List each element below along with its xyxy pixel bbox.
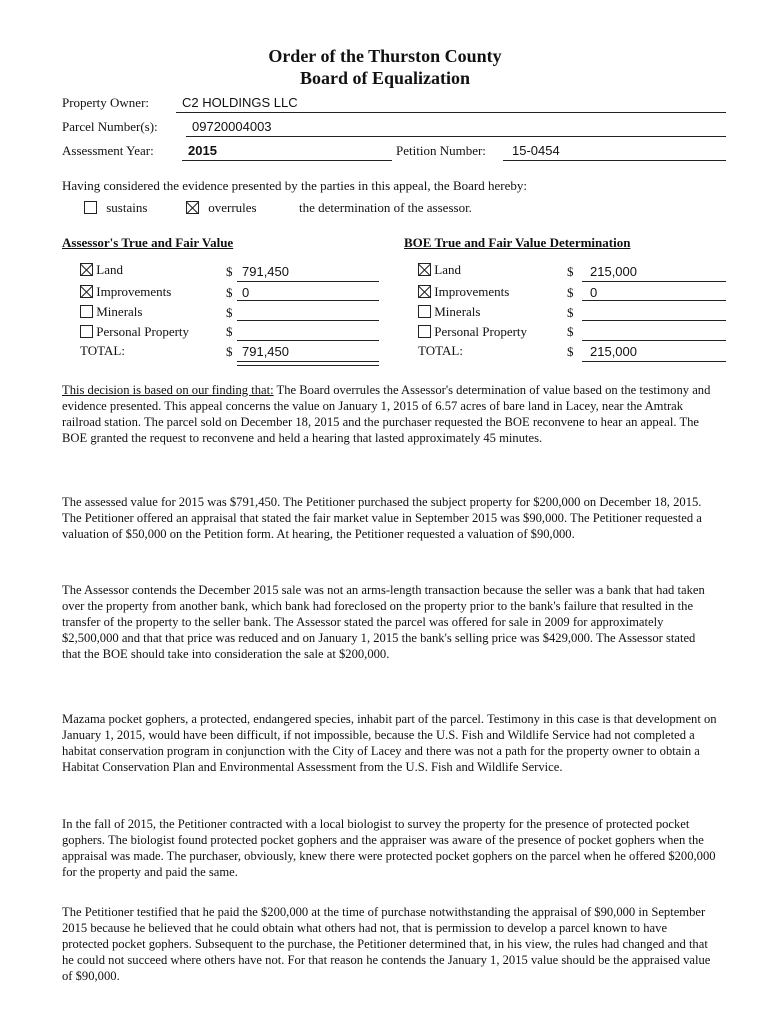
assessor-minerals-underline: [237, 320, 379, 321]
petition-underline: [503, 160, 726, 161]
assessor-land-checkbox[interactable]: [80, 263, 93, 276]
boe-total-value: 215,000: [590, 344, 637, 359]
boe-improvements-value: 0: [590, 285, 598, 300]
assessor-improvements-checkbox[interactable]: [80, 285, 93, 298]
boe-personal-underline: [582, 340, 726, 341]
title-line-2: Board of Equalization: [299, 68, 471, 88]
year-label: Assessment Year:: [62, 143, 154, 158]
assessor-total-double-underline: [237, 365, 379, 366]
petition-label: Petition Number:: [396, 143, 486, 158]
sustains-label: sustains: [106, 200, 148, 215]
finding-paragraph-1: [62, 382, 717, 446]
finding-paragraph-1-text: The Board overrules the Assessor's determination of value based on the testimony and evidence presented. This appeal concerns the value on January 1, 2015 of 6.57 acres of bare land in Lacey, near the Amtrak railroad station. The parcel sold on December 18, 2015 and the purchaser requested the BOE reconvene to hear an appeal. The BOE granted the request to reconvene and held a hearing that lasted approximately 45 minutes.: [62, 383, 711, 445]
intro-text: Having considered the evidence presented by the parties in this appeal, the Board hereby:: [62, 178, 527, 193]
owner-value: C2 HOLDINGS LLC: [182, 95, 298, 110]
assessor-personal-checkbox[interactable]: [80, 325, 93, 338]
finding-paragraph-2: The assessed value for 2015 was $791,450. The Petitioner purchased the subject property for $200,000 on December 18, 2015. The Petitioner offered an appraisal that stated the fair market value in September 2015 was $90,000. The Petitioner requested a valuation of $50,000 on the Petition form. At hearing, the Petitioner requested a valuation of $90,000.: [62, 495, 702, 541]
assessor-header: Assessor's True and Fair Value: [62, 235, 234, 250]
parcel-label: Parcel Number(s):: [62, 119, 158, 134]
assessor-total-currency: $: [226, 344, 233, 359]
year-underline: [182, 160, 392, 161]
finding-paragraph-6: The Petitioner testified that he paid the $200,000 at the time of purchase notwithstanding the appraisal of $90,000 in September 2015 because he believed that he could obtain what others had not, that is permission to develop a parcel known to have protected pocket gophers. Subsequent to the purchase, the Petitioner determined that, in his view, the rules had changed and that he could not succeed where others have not. For that reason he contends the January 1, 2015 value should be the appraised value of $90,000.: [62, 905, 711, 983]
boe-total-currency: $: [567, 344, 574, 359]
sustains-checkbox[interactable]: [84, 201, 97, 214]
boe-land-currency: $: [567, 264, 574, 279]
boe-minerals-underline: [582, 320, 726, 321]
owner-label: Property Owner:: [62, 95, 150, 110]
boe-minerals-row: Minerals: [418, 304, 480, 320]
assessor-total-value: 791,450: [242, 344, 289, 359]
boe-minerals-checkbox[interactable]: [418, 305, 431, 318]
assessor-improvements-value: 0: [242, 285, 250, 300]
boe-total-underline: [582, 361, 726, 362]
assessor-land-underline: [237, 281, 379, 282]
overrules-label: overrules: [208, 200, 257, 215]
parcel-underline: [186, 136, 726, 137]
boe-header: BOE True and Fair Value Determination: [404, 235, 631, 250]
boe-minerals-currency: $: [567, 305, 574, 320]
assessor-land-currency: $: [226, 264, 233, 279]
assessor-minerals-currency: $: [226, 305, 233, 320]
assessor-land-value: 791,450: [242, 264, 289, 279]
assessor-personal-row: Personal Property: [80, 324, 189, 340]
title-line-1: Order of the Thurston County: [268, 46, 502, 66]
assessor-minerals-row: Minerals: [80, 304, 142, 320]
assessor-personal-currency: $: [226, 324, 233, 339]
petition-value: 15-0454: [512, 143, 560, 158]
assessor-improvements-underline: [237, 300, 379, 301]
finding-paragraph-4: Mazama pocket gophers, a protected, endangered species, inhabit part of the parcel. Testimony in this case is that development on January 1, 2015, would have been difficult, if not impossible, because the U.S. Fish and Wildlife Service had not completed a habitat conservation program in conjunction with the City of Lacey and there was not a path for the property owner to obtain a Habitat Conservation Plan and Environmental Assessment from the U.S. Fish and Wildlife Service.: [62, 712, 717, 774]
boe-personal-row: Personal Property: [418, 324, 527, 340]
overrules-checkbox[interactable]: [186, 201, 199, 214]
year-value: 2015: [188, 143, 217, 158]
assessor-total-label: TOTAL:: [80, 343, 125, 358]
boe-personal-currency: $: [567, 324, 574, 339]
assessor-total-underline: [237, 361, 379, 362]
overrules-option: [186, 200, 257, 216]
boe-improvements-checkbox[interactable]: [418, 285, 431, 298]
assessor-improvements-currency: $: [226, 285, 233, 300]
assessor-minerals-checkbox[interactable]: [80, 305, 93, 318]
assessor-personal-underline: [237, 340, 379, 341]
decision-lead: This decision is based on our finding that:: [62, 383, 274, 397]
determination-text: the determination of the assessor.: [299, 200, 472, 215]
finding-paragraph-5: In the fall of 2015, the Petitioner contracted with a local biologist to survey the property for the presence of protected pocket gophers. The biologist found protected pocket gophers and the appraiser was aware of the presence of pocket gophers when the appraisal was made. The purchaser, obviously, knew there were protected pocket gophers on the parcel when he offered $200,000 for the property and paid the same.: [62, 817, 716, 879]
assessor-land-row: Land: [80, 262, 123, 278]
boe-land-underline: [582, 281, 726, 282]
sustains-option: [84, 200, 147, 216]
boe-total-label: TOTAL:: [418, 343, 463, 358]
boe-improvements-currency: $: [567, 285, 574, 300]
finding-paragraph-3: The Assessor contends the December 2015 sale was not an arms-length transaction because the seller was a bank that had taken over the property from another bank, which bank had foreclosed on the property prior to the bank's failure that resulted in the transfer of the property to the seller bank. The Assessor stated the parcel was offered for sale in 2009 for approximately $2,500,000 and that that price was reduced and on January 1, 2015 the bank's selling price was $429,000. The Assessor stated that the BOE should take into consideration the sale at $200,000.: [62, 583, 705, 661]
boe-improvements-row: Improvements: [418, 284, 509, 300]
boe-land-row: Land: [418, 262, 461, 278]
boe-personal-checkbox[interactable]: [418, 325, 431, 338]
parcel-value: 09720004003: [192, 119, 272, 134]
boe-land-checkbox[interactable]: [418, 263, 431, 276]
owner-underline: [176, 112, 726, 113]
assessor-improvements-row: Improvements: [80, 284, 171, 300]
boe-improvements-underline: [582, 300, 726, 301]
boe-land-value: 215,000: [590, 264, 637, 279]
